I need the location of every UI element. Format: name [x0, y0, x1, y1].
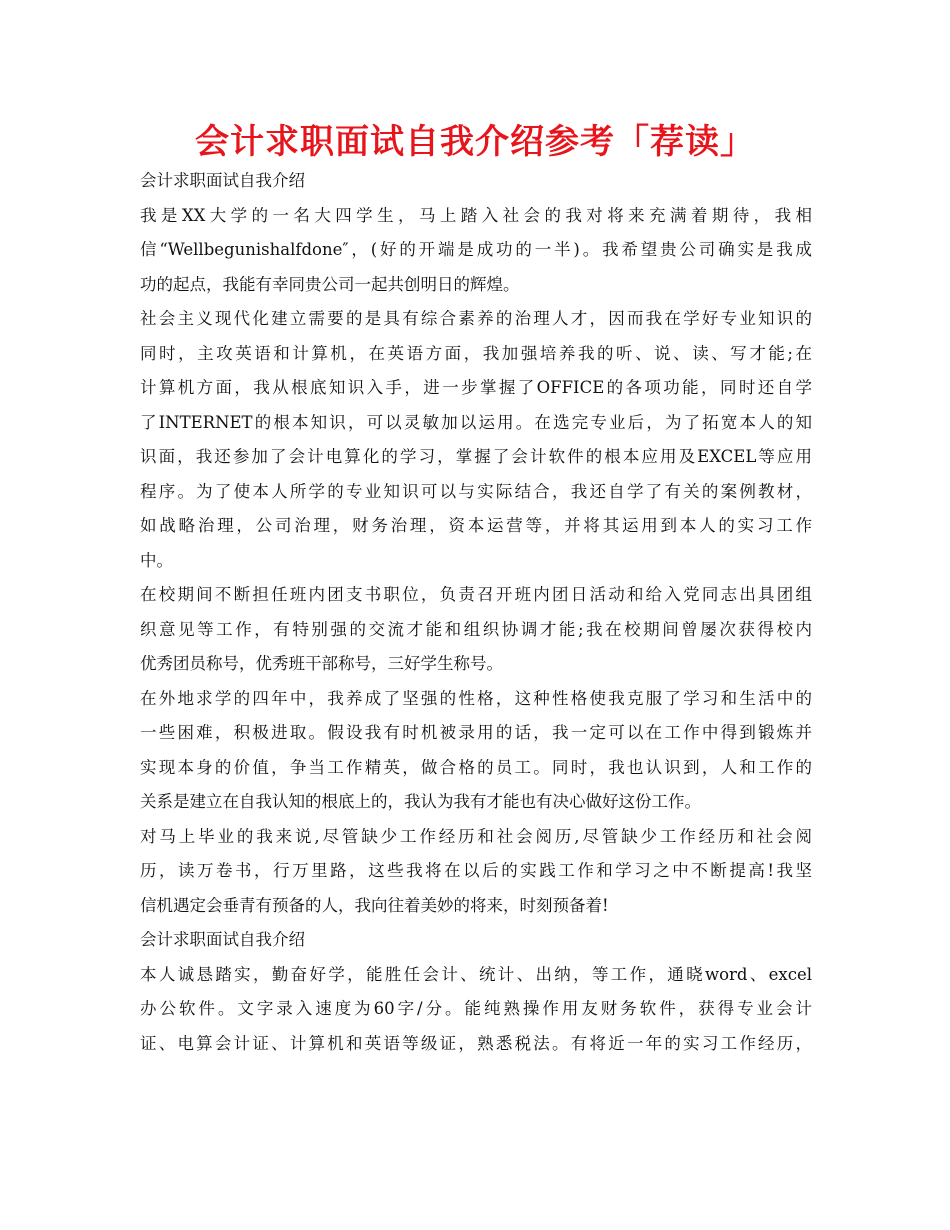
- text-line: 识面，我还参加了会计电算化的学习，掌握了会计软件的根本应用及EXCEL等应用: [140, 447, 812, 466]
- text-line: 同时，主攻英语和计算机，在英语方面，我加强培养我的听、说、读、写才能;在: [140, 343, 812, 363]
- document-title: 会计求职面试自我介绍参考「荐读」: [195, 122, 755, 162]
- text-line: 优秀团员称号，优秀班干部称号，三好学生称号。: [140, 654, 503, 673]
- text-line: 功的起点，我能有幸同贵公司一起共创明日的辉煌。: [140, 274, 520, 294]
- section-heading: 会计求职面试自我介绍: [140, 171, 305, 190]
- text-line: 关系是建立在自我认知的根底上的，我认为我有才能也有决心做好这份工作。: [140, 792, 701, 811]
- text-line: 计算机方面，我从根底知识入手，进一步掌握了OFFICE的各项功能，同时还自学: [140, 378, 812, 397]
- text-line: 办公软件。文字录入速度为60字/分。能纯熟操作用友财务软件，获得专业会计: [140, 999, 812, 1018]
- text-line: 一些困难，积极进取。假设我有时机被录用的话，我一定可以在工作中得到锻炼并: [140, 723, 812, 742]
- section-heading: 会计求职面试自我介绍: [140, 930, 305, 949]
- text-line: 中。: [140, 550, 173, 570]
- text-line: 在校期间不断担任班内团支书职位，负责召开班内团日活动和给入党同志出具团组: [140, 585, 812, 604]
- text-line: 织意见等工作，有特别强的交流才能和组织协调才能;我在校期间曾屡次获得校内: [140, 619, 812, 639]
- text-line: 历，读万卷书，行万里路，这些我将在以后的实践工作和学习之中不断提高!我坚: [140, 861, 812, 880]
- text-line: 对马上毕业的我来说,尽管缺少工作经历和社会阅历,尽管缺少工作经历和社会阅: [140, 826, 812, 846]
- text-line: 在外地求学的四年中，我养成了坚强的性格，这种性格使我克服了学习和生活中的: [140, 688, 812, 708]
- document-body: [140, 164, 812, 1061]
- text-line: 程序。为了使本人所学的专业知识可以与实际结合，我还自学了有关的案例教材，: [140, 481, 812, 501]
- text-line: 信“Wellbegunishalfdone″，(好的开端是成功的一半)。我希望贵公司确实是我成: [140, 240, 812, 259]
- text-line: 我是XX大学的一名大四学生，马上踏入社会的我对将来充满着期待，我相: [140, 205, 812, 225]
- text-line: 社会主义现代化建立需要的是具有综合素养的治理人才，因而我在学好专业知识的: [140, 309, 812, 328]
- text-line: 信机遇定会垂青有预备的人，我向往着美妙的将来，时刻预备着!: [140, 895, 609, 915]
- text-line: 本人诚恳踏实，勤奋好学，能胜任会计、统计、出纳，等工作，通晓word、excel: [140, 964, 812, 984]
- text-line: 了INTERNET的根本知识，可以灵敏加以运用。在选完专业后，为了拓宽本人的知: [140, 412, 812, 432]
- text-line: 如战略治理，公司治理，财务治理，资本运营等，并将其运用到本人的实习工作: [140, 516, 812, 535]
- text-line: 证、电算会计证、计算机和英语等级证，熟悉税法。有将近一年的实习工作经历，: [140, 1033, 812, 1053]
- text-line: 实现本身的价值，争当工作精英，做合格的员工。同时，我也认识到，人和工作的: [140, 757, 812, 777]
